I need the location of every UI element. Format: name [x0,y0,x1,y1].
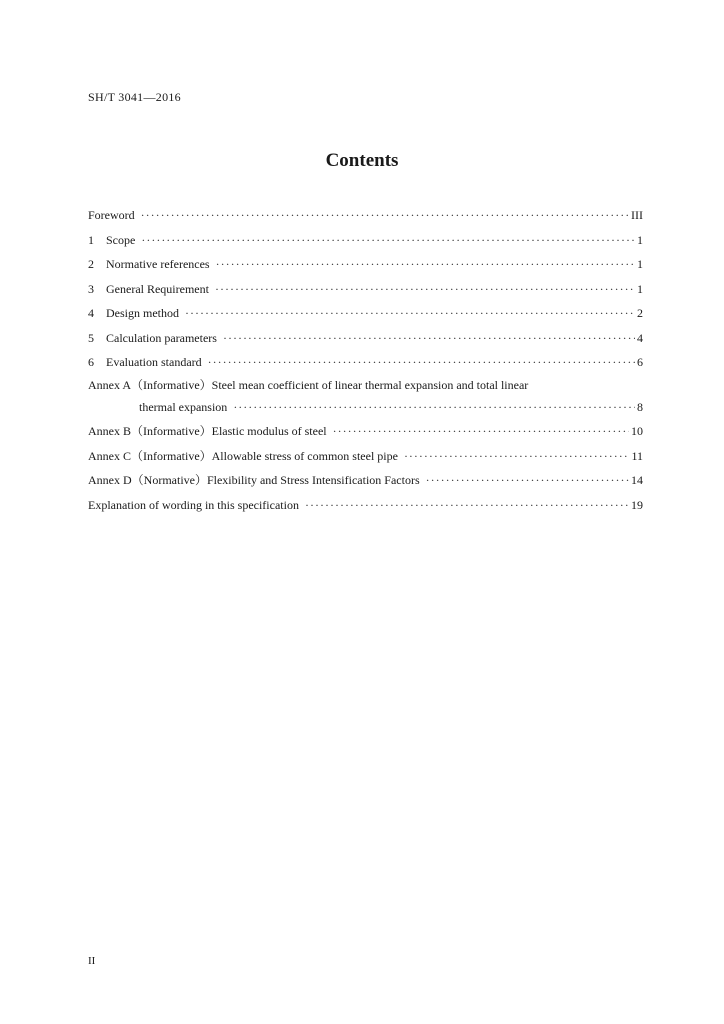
toc-entry-title: Foreword [88,208,135,222]
toc-entry-number: 5 [88,330,94,345]
toc-entry-number: 1 [88,232,94,247]
toc-entry-explanation[interactable] [88,493,643,518]
toc-leader-dots [426,468,629,493]
toc-entry-page: 8 [637,399,643,414]
toc-entry-title: Annex D（Normative）Flexibility and Stress Intensification Factors [88,473,420,487]
toc-leader-dots [141,228,635,253]
toc-entry-annex-d[interactable] [88,468,643,493]
toc-entry-page: III [631,208,643,222]
toc-entry-number: 2 [88,257,94,271]
toc-leader-dots [185,301,635,326]
toc-entry-page: 10 [631,424,643,438]
toc-entry-general-requirement[interactable] [88,277,643,302]
page-number: II [88,955,96,967]
toc-entry-annex-a[interactable] [88,375,643,395]
toc-leader-dots [404,444,630,469]
toc-entry-page: 4 [637,330,643,345]
standard-code: SH/T 3041—2016 [88,90,181,104]
toc-entry-scope[interactable] [88,228,643,253]
toc-entry-title: Annex B（Informative）Elastic modulus of steel [88,424,327,438]
toc-entry-page: 2 [637,306,643,320]
toc-leader-dots [208,350,635,375]
toc-entry-page: 1 [637,232,643,247]
toc-entry-annex-a-continued[interactable] [88,395,643,420]
toc-entry-design-method[interactable] [88,301,643,326]
toc-entry-title: Normative references [106,257,210,271]
toc-leader-dots [141,203,629,228]
toc-entry-number: 3 [88,281,94,296]
toc-entry-title: Annex A（Informative）Steel mean coefficient of linear thermal expansion and total linear [88,377,529,392]
page-title: Contents [325,150,399,171]
toc-entry-page: 6 [637,355,643,369]
toc-leader-dots [233,395,635,420]
toc-entry-page: 19 [631,497,643,512]
table-of-contents [88,203,643,517]
toc-entry-foreword[interactable] [88,203,643,228]
toc-entry-title: thermal expansion [139,399,228,414]
toc-leader-dots [305,493,629,518]
toc-leader-dots [223,326,635,351]
toc-entry-evaluation-standard[interactable] [88,350,643,375]
toc-entry-annex-b[interactable] [88,419,643,444]
toc-entry-title: Scope [106,232,136,247]
toc-leader-dots [215,277,635,302]
toc-entry-page: 1 [637,257,643,271]
toc-leader-dots [216,252,635,277]
toc-entry-title: Evaluation standard [106,355,202,369]
toc-leader-dots [333,419,629,444]
toc-entry-title: Design method [106,306,179,320]
toc-entry-number: 4 [88,306,94,320]
toc-entry-page: 1 [637,281,643,296]
toc-entry-calculation-parameters[interactable] [88,326,643,351]
toc-entry-title: Annex C（Informative）Allowable stress of common steel pipe [88,448,398,463]
toc-entry-normative-references[interactable] [88,252,643,277]
toc-entry-page: 11 [631,448,643,463]
toc-entry-title: Calculation parameters [106,330,217,345]
toc-entry-number: 6 [88,355,94,369]
toc-entry-page: 14 [631,473,643,487]
toc-entry-title: General Requirement [106,281,209,296]
toc-entry-annex-c[interactable] [88,444,643,469]
toc-entry-title: Explanation of wording in this specification [88,497,299,512]
